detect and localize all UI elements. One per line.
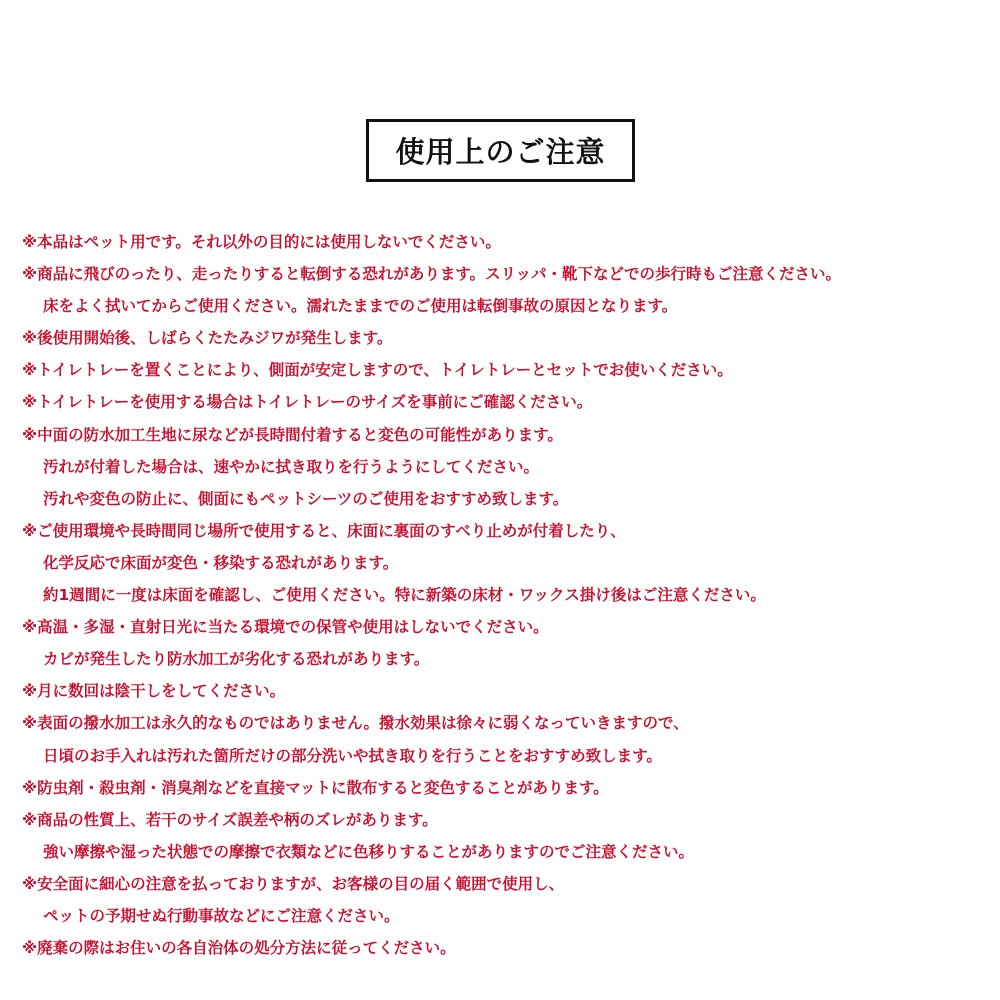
note-line: 床をよく拭いてからご使用ください。濡れたままでのご使用は転倒事故の原因となります。	[43, 297, 678, 316]
note-line: ※後使用開始後、しばらくたたみジワが発生します。	[22, 329, 393, 348]
note-line: 汚れが付着した場合は、速やかに拭き取りを行うようにしてください。	[43, 457, 540, 476]
note-line: ※安全面に細心の注意を払っておりますが、お客様の目の届く範囲で使用し、	[22, 874, 565, 893]
note-line: ※廃棄の際はお住いの各自治体の処分方法に従ってください。	[22, 939, 456, 958]
title-box	[366, 119, 635, 182]
page-title: 使用上のご注意	[395, 135, 606, 169]
note-line: ※表面の撥水加工は永久的なものではありません。撥水効果は徐々に弱くなっていきますので、	[22, 714, 689, 733]
note-line: 日頃のお手入れは汚れた箇所だけの部分洗いや拭き取りを行うことをおすすめ致します。	[43, 746, 662, 765]
note-line: 汚れや変色の防止に、側面にもペットシーツのご使用をおすすめ致します。	[43, 489, 569, 508]
note-line: 約1週間に一度は床面を確認し、ご使用ください。特に新築の床材・ワックス掛け後はご注意ください。	[43, 586, 766, 605]
note-line: ※月に数回は陰干しをしてください。	[22, 682, 286, 701]
note-line: ※商品の性質上、若干のサイズ誤差や柄のズレがあります。	[22, 810, 438, 829]
note-line: ※中面の防水加工生地に尿などが長時間付着すると変色の可能性があります。	[22, 425, 563, 444]
note-line: ※高温・多湿・直射日光に当たる環境での保管や使用はしないでください。	[22, 618, 549, 637]
note-line: ※トイレトレーを置くことにより、側面が安定しますので、トイレトレーとセットでお使いください。	[22, 361, 733, 380]
caution-notes	[22, 226, 982, 964]
note-line: ※商品に飛びのったり、走ったりすると転倒する恐れがあります。スリッパ・靴下などでの歩行時もご注意ください。	[22, 265, 842, 284]
note-line: ※トイレトレーを使用する場合はトイレトレーのサイズを事前にご確認ください。	[22, 393, 593, 412]
note-line: 強い摩擦や湿った状態での摩擦で衣類などに色移りすることがありますのでご注意ください。	[43, 842, 695, 861]
note-line: ※本品はペット用です。それ以外の目的には使用しないでください。	[22, 233, 501, 251]
note-line: ペットの予期せぬ行動事故などにご注意ください。	[43, 906, 400, 925]
note-line: ※ご使用環境や長時間同じ場所で使用すると、床面に裏面のすべり止めが付着したり、	[22, 521, 626, 540]
note-line: 化学反応で床面が変色・移染する恐れがあります。	[43, 553, 399, 572]
note-line: カビが発生したり防水加工が劣化する恐れがあります。	[43, 650, 430, 669]
note-line: ※防虫剤・殺虫剤・消臭剤などを直接マットに散布すると変色することがあります。	[22, 778, 609, 797]
